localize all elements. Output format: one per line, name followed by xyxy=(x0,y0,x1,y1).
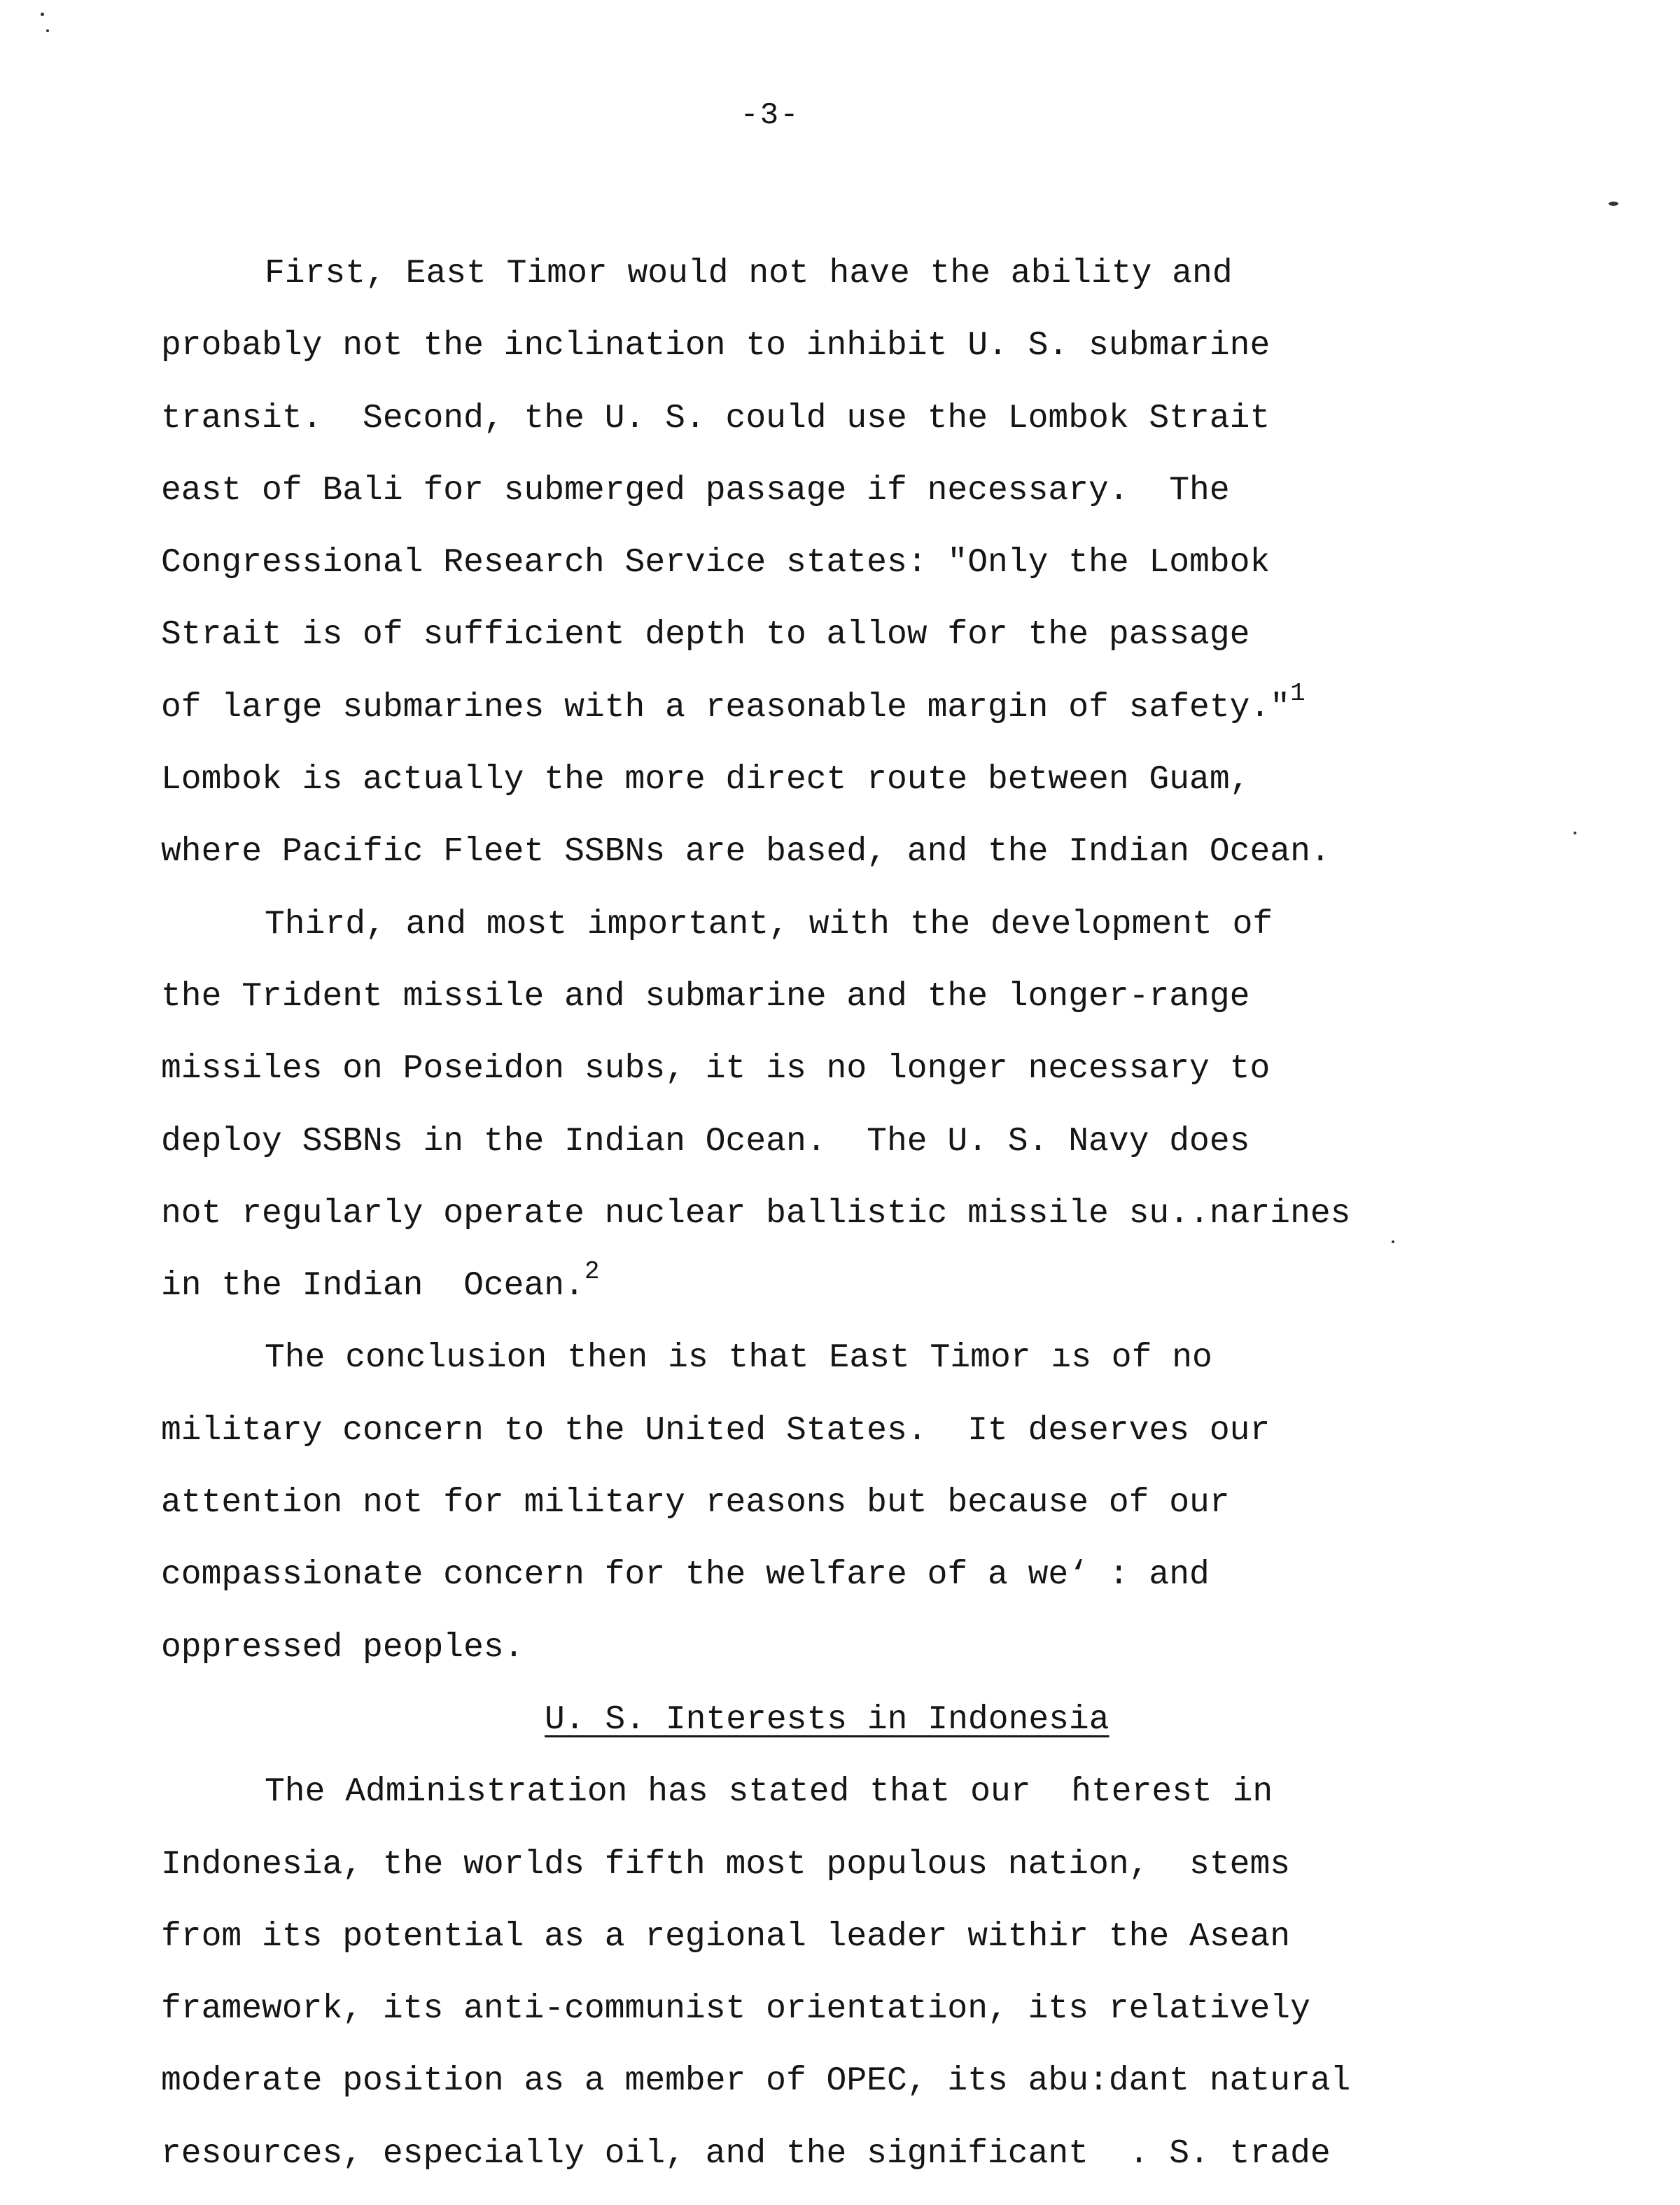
text-line xyxy=(161,744,1491,816)
section-heading xyxy=(161,1684,1491,1756)
text-line xyxy=(161,672,1491,744)
text-line-content: the Trident missile and submarine and the longer-range xyxy=(161,977,1250,1016)
text-line xyxy=(161,816,1491,888)
text-line-content: Lombok is actually the more direct route between Guam, xyxy=(161,761,1250,799)
text-line-content: The Administration has stated that our ɦterest in xyxy=(265,1773,1273,1812)
text-line xyxy=(161,1322,1491,1394)
text-line xyxy=(161,1467,1491,1539)
text-line xyxy=(161,1539,1491,1611)
text-line xyxy=(161,889,1491,961)
text-line xyxy=(161,961,1491,1033)
text-line xyxy=(161,1395,1491,1467)
text-line xyxy=(161,238,1491,310)
text-line xyxy=(161,310,1491,382)
text-line xyxy=(161,1756,1491,1828)
scan-speck xyxy=(1574,832,1576,834)
text-line-content: military concern to the United States. It deserves our xyxy=(161,1411,1270,1450)
text-line-content: not regularly operate nuclear ballistic missile su..narines xyxy=(161,1194,1351,1233)
footnote-marker: 1 xyxy=(1290,678,1306,708)
text-line xyxy=(161,527,1491,599)
text-line-content: deploy SSBNs in the Indian Ocean. The U. S. Navy does xyxy=(161,1122,1250,1161)
text-line-content: First, East Timor would not have the ability and xyxy=(265,255,1233,293)
text-line-content: missiles on Poseidon subs, it is no longer necessary to xyxy=(161,1050,1270,1088)
text-line-content: moderate position as a member of OPEC, its abu:dant natural xyxy=(161,2062,1351,2101)
text-line-content: attention not for military reasons but because of our xyxy=(161,1484,1230,1522)
text-line-content: in the Indian Ocean. xyxy=(161,1267,584,1306)
text-line xyxy=(161,455,1491,527)
scan-speck xyxy=(1609,202,1618,206)
text-line-content: framework, its anti-communist orientation, its relatively xyxy=(161,1990,1310,2029)
text-line-content: resources, especially oil, and the significant . S. trade xyxy=(161,2134,1331,2173)
text-line-content: where Pacific Fleet SSBNs are based, and the Indian Ocean. xyxy=(161,833,1331,872)
text-line xyxy=(161,1106,1491,1178)
text-line xyxy=(161,1612,1491,1684)
document-body xyxy=(161,238,1491,2190)
scan-speck xyxy=(46,29,49,32)
footnote-marker: 2 xyxy=(584,1257,600,1287)
scan-speck xyxy=(41,13,44,16)
text-line-content: from its potential as a regional leader withir the Asean xyxy=(161,1917,1291,1956)
text-line-content: east of Bali for submerged passage if necessary. The xyxy=(161,471,1230,510)
text-line xyxy=(161,599,1491,671)
scan-speck xyxy=(1392,1240,1394,1243)
text-line-content: Indonesia, the worlds fifth most populous nation, stems xyxy=(161,1845,1291,1884)
text-line-content: compassionate concern for the welfare of a we‘ : and xyxy=(161,1556,1210,1595)
text-line xyxy=(161,1033,1491,1105)
page-number: -3- xyxy=(740,98,800,133)
text-line-content: probably not the inclination to inhibit U. S. submarine xyxy=(161,327,1270,365)
text-line xyxy=(161,1250,1491,1322)
text-line xyxy=(161,1901,1491,1973)
text-line xyxy=(161,1829,1491,1901)
text-line xyxy=(161,1178,1491,1250)
text-line xyxy=(161,383,1491,455)
text-line-content: U. S. Interests in Indonesia xyxy=(545,1700,1110,1739)
text-line-content: Third, and most important, with the development of xyxy=(265,905,1273,944)
text-line-content: Congressional Research Service states: "Only the Lombok xyxy=(161,544,1270,582)
text-line xyxy=(161,2045,1491,2118)
text-line xyxy=(161,2118,1491,2190)
text-line-content: Strait is of sufficient depth to allow for the passage xyxy=(161,616,1250,654)
text-line-content: of large submarines with a reasonable margin of safety." xyxy=(161,688,1291,727)
text-line-content: The conclusion then is that East Timor ıs of no xyxy=(265,1339,1212,1378)
text-line xyxy=(161,1973,1491,2045)
text-line-content: oppressed peoples. xyxy=(161,1628,524,1667)
text-line-content: transit. Second, the U. S. could use the Lombok Strait xyxy=(161,399,1270,438)
